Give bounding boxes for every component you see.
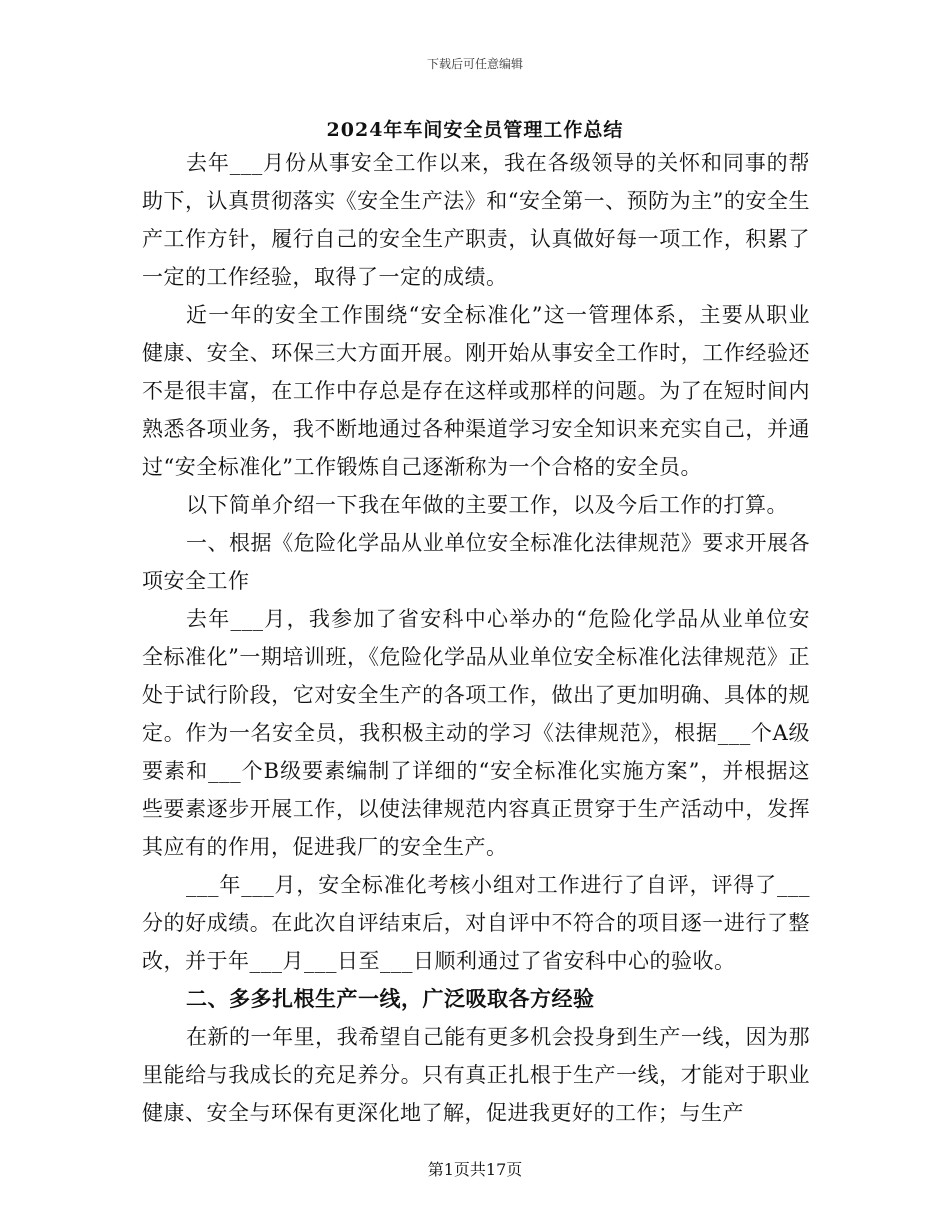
section-heading: 一、根据《危险化学品从业单位安全标准化法律规范》要求开展各项安全工作 <box>142 531 810 593</box>
document-body <box>142 144 810 1132</box>
paragraph: 近一年的安全工作围绕“安全标准化”这一管理体系，主要从职业健康、安全、环保三大方面开展。刚开始从事安全工作时，工作经验还不是很丰富，在工作中存总是存在这样或那样的问题。为了在短时间内熟悉各项业务，我不断地通过各种渠道学习安全知识来充实自己，并通过“安全标准化”工作锻炼自己逐渐称为一个合格的安全员。 <box>142 303 810 479</box>
paragraph: ___年___月，安全标准化考核小组对工作进行了自评，评得了___分的好成绩。在此次自评结束后，对自评中不符合的项目逐一进行了整改，并于年___月___日至___日顺利通过了省安科中心的验收。 <box>142 873 810 973</box>
page-footer: 第1页共17页 <box>427 1160 523 1179</box>
section-heading: 二、多多扎根生产一线，广泛吸取各方经验 <box>186 986 595 1011</box>
paragraph: 在新的一年里，我希望自己能有更多机会投身到生产一线，因为那里能给与我成长的充足养分。只有真正扎根于生产一线，才能对于职业健康、安全与环保有更深化地了解，促进我更好的工作；与生产 <box>142 1025 810 1125</box>
document-title: 2024年车间安全员管理工作总结 <box>326 119 624 141</box>
paragraph: 以下简单介绍一下我在年做的主要工作，以及今后工作的打算。 <box>186 493 788 517</box>
paragraph: 去年___月份从事安全工作以来，我在各级领导的关怀和同事的帮助下，认真贯彻落实《安全生产法》和“安全第一、预防为主”的安全生产工作方针，履行自己的安全生产职责，认真做好每一项工作，积累了一定的工作经验，取得了一定的成绩。 <box>142 151 810 289</box>
paragraph: 去年___月，我参加了省安科中心举办的“危险化学品从业单位安全标准化”一期培训班，《危险化学品从业单位安全标准化法律规范》正处于试行阶段，它对安全生产的各项工作，做出了更加明确、具体的规定。作为一名安全员，我积极主动的学习《法律规范》，根据___个A级要素和___个B级要素编制了详细的“安全标准化实施方案”，并根据这些要素逐步开展工作，以使法律规范内容真正贯穿于生产活动中，发挥其应有的作用，促进我厂的安全生产。 <box>142 607 810 859</box>
page-header: 下载后可任意编辑 <box>426 57 523 71</box>
